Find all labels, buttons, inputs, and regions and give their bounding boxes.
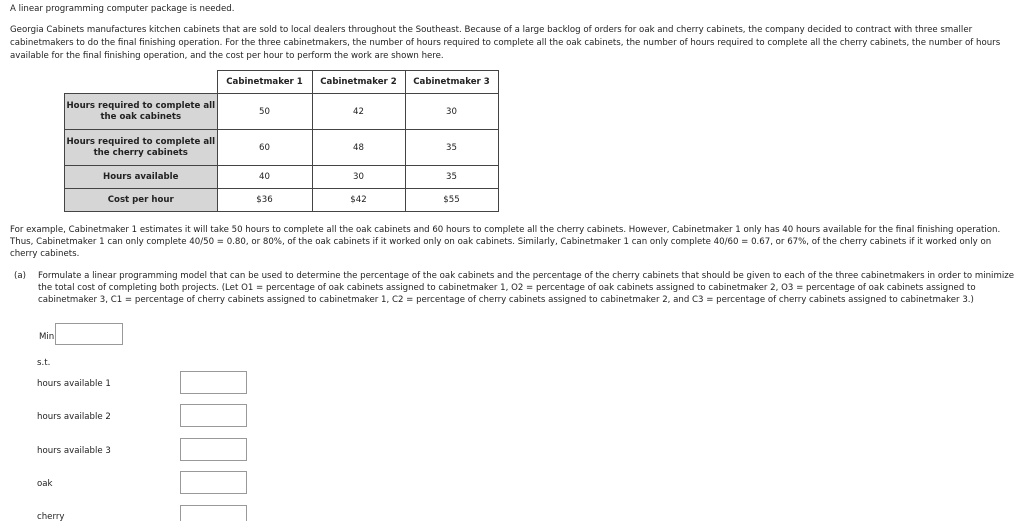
row-label-hours-available: Hours available	[65, 166, 218, 189]
table-cell: 35	[405, 166, 498, 189]
constraint-label-hours-3: hours available 3	[37, 446, 111, 456]
table-cell: $36	[217, 189, 312, 212]
table-cell: 30	[312, 166, 405, 189]
table-cell: $55	[405, 189, 498, 212]
part-a-label: (a)	[14, 271, 26, 281]
problem-description: Georgia Cabinets manufactures kitchen cabinets that are sold to local dealers throughout the Southeast. Because of a large backlog of orders for oak and cherry cabinets, the company decided to contract with three smaller cabinetmakers to do the final finishing operation. For the three cabinetmakers, the number of hours required to complete all the oak cabinets, the number of hours required to complete all the cherry cabinets, the number of hours available for the final finishing operation, and the cost per hour to perform the work are shown here.	[10, 25, 1001, 61]
constraint-label-hours-2: hours available 2	[37, 412, 111, 422]
objective-input[interactable]	[55, 323, 123, 345]
constraint-label-oak: oak	[37, 479, 53, 489]
example-paragraph: For example, Cabinetmaker 1 estimates it will take 50 hours to complete all the oak cabinets and 60 hours to complete all the cherry cabinets. However, Cabinetmaker 1 only has 40 hours available for the final finishing operation. Thus, Cabinetmaker 1 can only complete 40/50 = 0.80, or 80%, of the oak cabinets if it worked only on oak cabinets. Similarly, Cabinetmaker 1 can only complete 40/60 = 0.67, or 67%, of the cherry cabinets if it worked only on cherry cabinets.	[10, 225, 1001, 259]
table-cell: 35	[405, 130, 498, 166]
table-cell: 48	[312, 130, 405, 166]
table-cell: 40	[217, 166, 312, 189]
table-cell: 42	[312, 94, 405, 130]
intro-text: A linear programming computer package is needed.	[10, 4, 235, 14]
table-cell: 30	[405, 94, 498, 130]
table-header-cell: Cabinetmaker 2	[312, 71, 405, 94]
table-cell: 60	[217, 130, 312, 166]
constraint-input-hours-3[interactable]	[180, 438, 247, 461]
constraint-label-hours-1: hours available 1	[37, 379, 111, 389]
table-cell: $42	[312, 189, 405, 212]
table-row	[65, 130, 499, 166]
table-header-row	[65, 71, 499, 94]
cabinetmaker-table	[64, 70, 499, 212]
table-row	[65, 166, 499, 189]
min-label: Min	[39, 332, 55, 342]
row-label-cherry: Hours required to complete all the cherry cabinets	[65, 130, 218, 166]
part-a-question	[14, 270, 1019, 306]
table-cell: 50	[217, 94, 312, 130]
table-header-cell: Cabinetmaker 3	[405, 71, 498, 94]
table-row	[65, 189, 499, 212]
constraint-input-cherry[interactable]	[180, 505, 247, 521]
st-label: s.t.	[37, 358, 51, 368]
part-a-text: Formulate a linear programming model that can be used to determine the percentage of the oak cabinets and the percentage of the cherry cabinets that should be given to each of the three cabinetmakers in order to minimize the total cost of completing both projects. (Let O1 = percentage of oak cabinets assigned to cabinetmaker 1, O2 = percentage of oak cabinets assigned to cabinetmaker 2, O3 = percentage of oak cabinets assigned to cabinetmaker 3, C1 = percentage of cherry cabinets assigned to cabinetmaker 1, C2 = percentage of cherry cabinets assigned to cabinetmaker 2, and C3 = percentage of cherry cabinets assigned to cabinetmaker 3.)	[38, 271, 1015, 305]
table-row	[65, 94, 499, 130]
row-label-cost-per-hour: Cost per hour	[65, 189, 218, 212]
constraint-label-cherry: cherry	[37, 512, 65, 522]
constraint-input-hours-1[interactable]	[180, 371, 247, 394]
constraint-input-oak[interactable]	[180, 471, 247, 494]
row-label-oak: Hours required to complete all the oak cabinets	[65, 94, 218, 130]
table-header-cell: Cabinetmaker 1	[217, 71, 312, 94]
constraint-input-hours-2[interactable]	[180, 404, 247, 427]
table-corner	[65, 71, 218, 94]
